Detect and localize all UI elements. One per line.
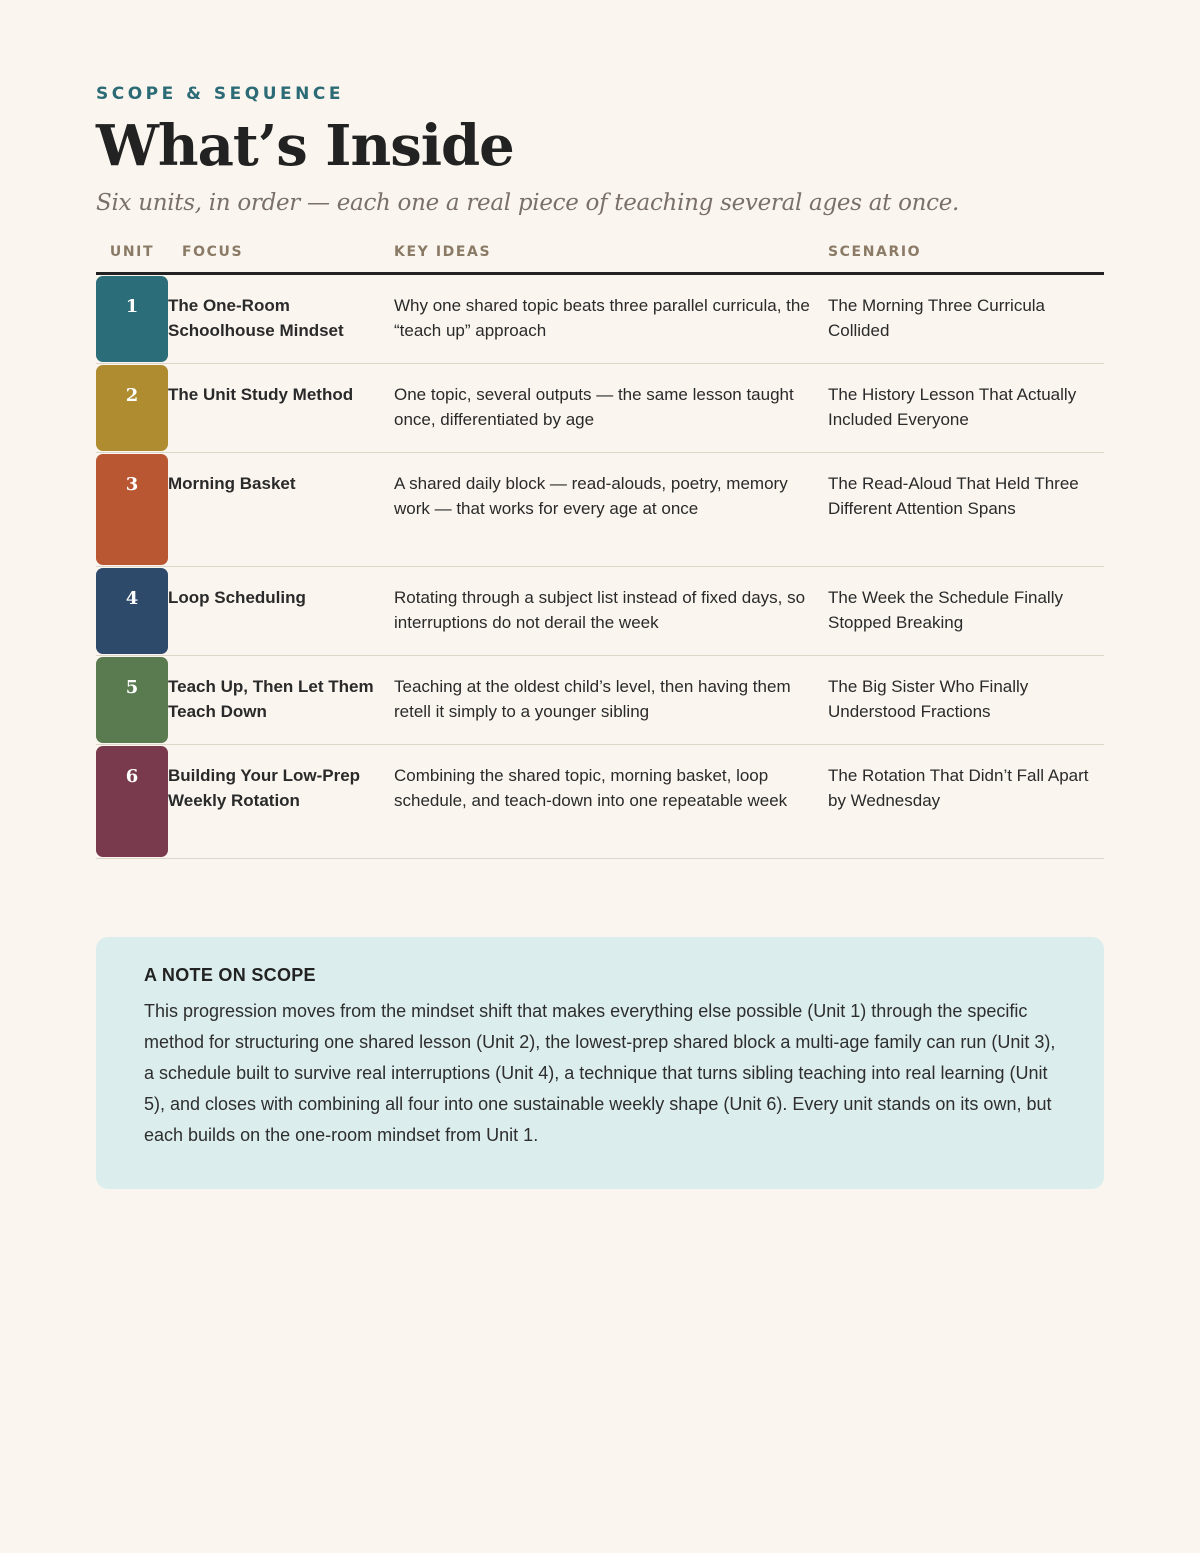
unit-number-badge: 1 xyxy=(96,276,168,362)
table-header-row xyxy=(96,244,1104,274)
table-row xyxy=(96,656,1104,745)
key-ideas-cell: Combining the shared topic, morning basket, loop schedule, and teach-down into one repeatable week xyxy=(394,745,828,859)
unit-number-badge: 3 xyxy=(96,454,168,565)
column-header-key-ideas: KEY IDEAS xyxy=(394,244,828,274)
focus-cell: Morning Basket xyxy=(168,453,394,567)
focus-cell: The One-Room Schoolhouse Mindset xyxy=(168,274,394,364)
focus-cell: The Unit Study Method xyxy=(168,364,394,453)
unit-cell xyxy=(96,567,168,656)
focus-cell: Loop Scheduling xyxy=(168,567,394,656)
scenario-cell: The Rotation That Didn’t Fall Apart by Wednesday xyxy=(828,745,1104,859)
column-header-scenario: SCENARIO xyxy=(828,244,1104,274)
table-row xyxy=(96,567,1104,656)
unit-cell xyxy=(96,453,168,567)
scenario-cell: The Morning Three Curricula Collided xyxy=(828,274,1104,364)
table-row xyxy=(96,364,1104,453)
unit-number-badge: 2 xyxy=(96,365,168,451)
column-header-focus: FOCUS xyxy=(168,244,394,274)
unit-number-badge: 5 xyxy=(96,657,168,743)
scenario-cell: The Week the Schedule Finally Stopped Breaking xyxy=(828,567,1104,656)
focus-cell: Teach Up, Then Let Them Teach Down xyxy=(168,656,394,745)
unit-cell xyxy=(96,745,168,859)
scope-sequence-table xyxy=(96,244,1104,859)
key-ideas-cell: Teaching at the oldest child’s level, then having them retell it simply to a younger sibling xyxy=(394,656,828,745)
key-ideas-cell: A shared daily block — read-alouds, poetry, memory work — that works for every age at once xyxy=(394,453,828,567)
scope-note xyxy=(96,937,1104,1189)
page-title: What’s Inside xyxy=(96,113,514,179)
key-ideas-cell: One topic, several outputs — the same lesson taught once, differentiated by age xyxy=(394,364,828,453)
key-ideas-cell: Rotating through a subject list instead of fixed days, so interruptions do not derail the week xyxy=(394,567,828,656)
unit-cell xyxy=(96,364,168,453)
unit-cell xyxy=(96,274,168,364)
scenario-cell: The History Lesson That Actually Included Everyone xyxy=(828,364,1104,453)
note-body: This progression moves from the mindset shift that makes everything else possible (Unit 1) through the specific method for structuring one shared lesson (Unit 2), the lowest-prep shared block a multi-age family can run (Unit 3), a schedule built to survive real interruptions (Unit 4), a technique that turns sibling teaching into real learning (Unit 5), and closes with combining all four into one sustainable weekly shape (Unit 6). Every unit stands on its own, but each builds on the one-room mindset from Unit 1. xyxy=(144,1001,1056,1146)
unit-number-badge: 6 xyxy=(96,746,168,857)
scenario-cell: The Big Sister Who Finally Understood Fractions xyxy=(828,656,1104,745)
scenario-cell: The Read-Aloud That Held Three Different Attention Spans xyxy=(828,453,1104,567)
focus-cell: Building Your Low-Prep Weekly Rotation xyxy=(168,745,394,859)
column-header-unit: UNIT xyxy=(96,244,168,274)
key-ideas-cell: Why one shared topic beats three parallel curricula, the “teach up” approach xyxy=(394,274,828,364)
page-subtitle: Six units, in order — each one a real piece of teaching several ages at once. xyxy=(96,190,960,217)
table-row xyxy=(96,274,1104,364)
eyebrow: SCOPE & SEQUENCE xyxy=(96,84,344,104)
table-row xyxy=(96,453,1104,567)
unit-cell xyxy=(96,656,168,745)
table-row xyxy=(96,745,1104,859)
unit-number-badge: 4 xyxy=(96,568,168,654)
note-title: A NOTE ON SCOPE xyxy=(144,965,316,986)
